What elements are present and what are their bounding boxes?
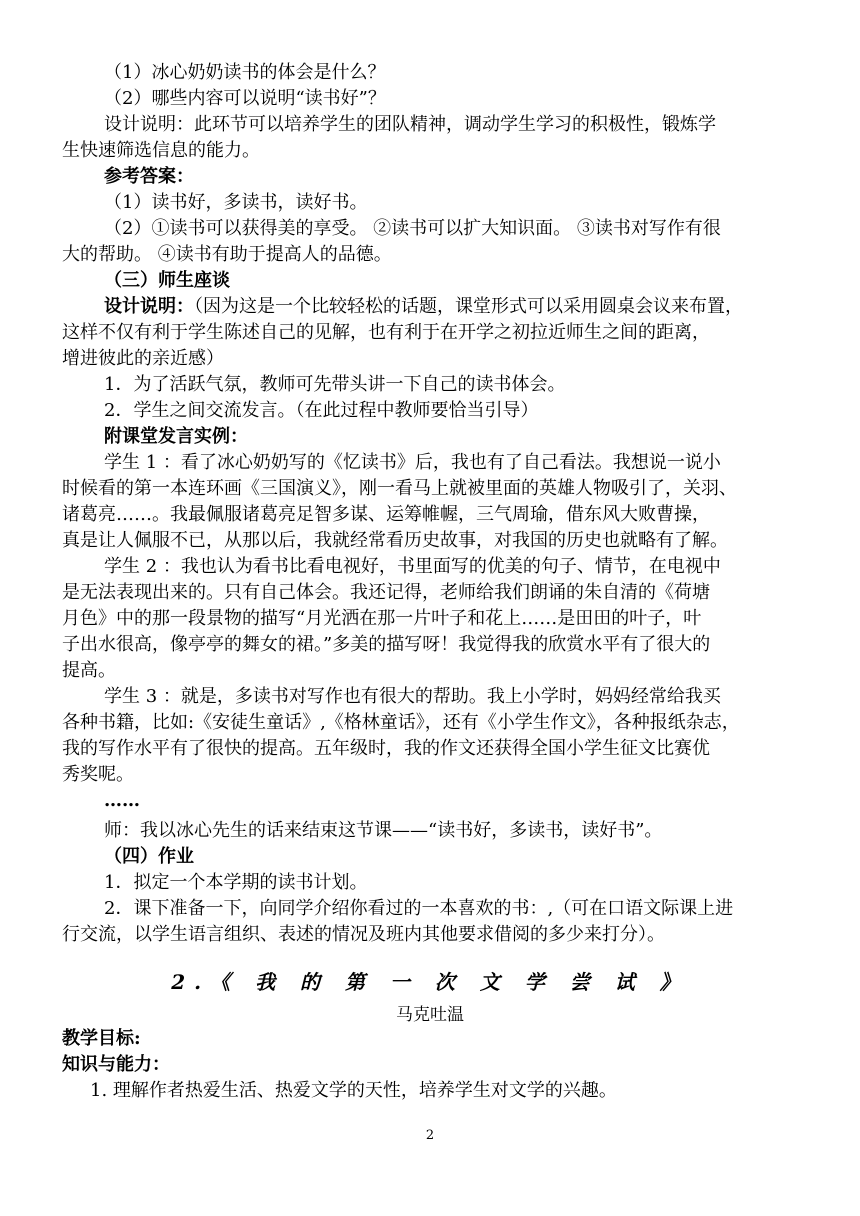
student-3-line-3: 我的写作水平有了很快的提高。五年级时，我的作文还获得全国小学生征文比赛优 <box>62 738 710 759</box>
page-number: 2 <box>425 1128 435 1143</box>
student-1-line-4: 真是让人佩服不已，从那以后，我就经常看历史故事，对我国的历史也就略有了解。 <box>62 530 728 551</box>
student-2-line-3: 月色》中的那一段景物的描写“月光洒在那一片叶子和花上……是田田的叶子，叶 <box>62 608 702 629</box>
homework-2-line-2: 行交流，以学生语言组织、表述的情况及班内其他要求借阅的多少来打分）。 <box>62 924 665 945</box>
student-2-line-5: 提高。 <box>62 660 116 681</box>
student-1-line-2: 时候看的第一本连环画《三国演义》，刚一看马上就被里面的英雄人物吸引了，关羽、 <box>62 478 737 499</box>
question-1: （1）冰心奶奶读书的体会是什么？ <box>104 62 386 83</box>
teacher-closing: 师：我以冰心先生的话来结束这节课——“读书好，多读书，读好书”。 <box>104 820 663 841</box>
reference-answer-heading: 参考答案： <box>104 166 194 187</box>
student-2-line-2: 是无法表现出来的。只有自己体会。我还记得，老师给我们朗诵的朱自清的《荷塘 <box>62 582 710 603</box>
answer-2-line-1: （2）①读书可以获得美的享受。 ②读书可以扩大知识面。 ③读书对写作有很 <box>104 218 721 239</box>
homework-2-line-1: 2．课下准备一下，向同学介绍你看过的一本喜欢的书：,（可在口语文际课上进 <box>104 898 734 919</box>
design-note-label: 设计说明： <box>104 296 194 317</box>
knowledge-skills-heading: 知识与能力： <box>62 1054 170 1075</box>
answer-2-line-2: 大的帮助。 ④读书有助于提高人的品德。 <box>62 244 392 265</box>
step-1: 1．为了活跃气氛，教师可先带头讲一下自己的读书体会。 <box>104 374 566 395</box>
step-2: 2．学生之间交流发言。（在此过程中教师要恰当引导） <box>104 400 539 421</box>
student-2-line-4: 子出水很高，像亭亭的舞女的裙。”多美的描写呀！我觉得我的欣赏水平有了很大的 <box>62 634 711 655</box>
student-2-line-1: 学生 2 ：我也认为看书比看电视好，书里面写的优美的句子、情节，在电视中 <box>104 556 721 577</box>
answer-1: （1）读书好，多读书，读好书。 <box>104 192 368 213</box>
design-note-1-line-2: 生快速筛选信息的能力。 <box>62 140 260 161</box>
student-1-line-1: 学生 1 ：看了冰心奶奶写的《忆读书》后，我也有了自己看法。我想说一说小 <box>104 452 721 473</box>
ellipsis: …… <box>104 790 140 811</box>
question-2: （2）哪些内容可以说明“读书好”？ <box>104 88 386 109</box>
student-3-line-1: 学生 3 ：就是，多读书对写作也有很大的帮助。我上小学时，妈妈经常给我买 <box>104 686 721 707</box>
section-4-heading: （四）作业 <box>104 846 194 867</box>
examples-heading: 附课堂发言实例： <box>104 426 248 447</box>
homework-1: 1．拟定一个本学期的读书计划。 <box>104 872 368 893</box>
lesson-title: 2.《 我 的 第 一 次 文 学 尝 试 》 <box>171 970 689 994</box>
teaching-goals-heading: 教学目标: <box>62 1028 141 1049</box>
student-3-line-2: 各种书籍，比如:《安徒生童话》,《格林童话》，还有《小学生作文》，各种报纸杂志， <box>62 712 740 733</box>
design-note-text: （因为这是一个比较轻松的话题，课堂形式可以采用圆桌会议来布置， <box>194 296 743 317</box>
section-3-heading: （三）师生座谈 <box>104 270 230 291</box>
design-note-2-line-3: 增进彼此的亲近感） <box>62 348 224 369</box>
student-3-line-4: 秀奖呢。 <box>62 764 134 785</box>
author-name: 马克吐温 <box>396 1005 464 1025</box>
student-1-line-3: 诸葛亮……。我最佩服诸葛亮足智多谋、运筹帷幄，三气周瑜，借东风大败曹操， <box>62 504 710 525</box>
design-note-1-line-1: 设计说明：此环节可以培养学生的团队精神，调动学生学习的积极性，锻炼学 <box>104 114 716 135</box>
design-note-2-line-2: 这样不仅有利于学生陈述自己的见解，也有利于在开学之初拉近师生之间的距离， <box>62 322 710 343</box>
design-note-2-line-1 <box>104 294 802 320</box>
goal-item-1: 1. 理解作者热爱生活、热爱文学的天性，培养学生对文学的兴趣。 <box>90 1080 617 1101</box>
